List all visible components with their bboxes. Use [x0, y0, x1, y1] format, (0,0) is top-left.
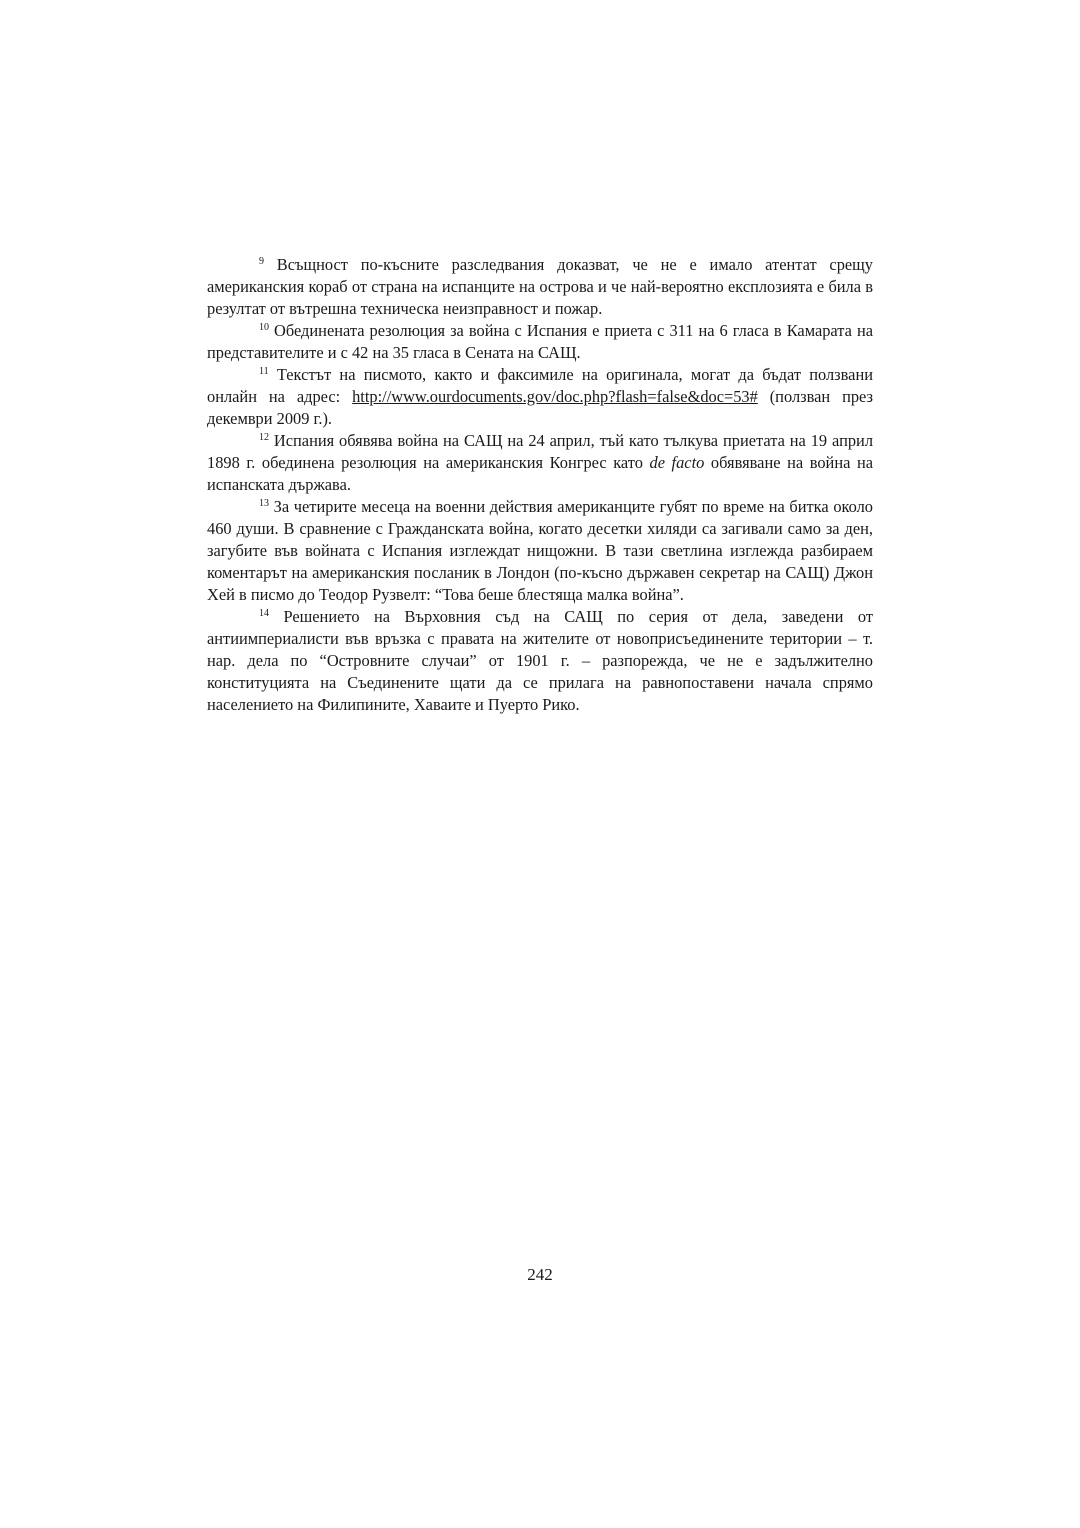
footnote-number: 11: [259, 366, 269, 377]
footnote-text: Текстът на писмото, както и факсимиле на оригинала, могат да бъдат ползвани онлайн на адрес:: [207, 365, 873, 406]
footnote-number: 14: [259, 608, 269, 619]
footnote-text: обявяване на война на испанската държава.: [207, 453, 874, 494]
footnote-number: 9: [259, 256, 264, 267]
page-number: 242: [527, 1265, 553, 1284]
footnotes-section: [207, 254, 873, 716]
footnote-text: (ползван през декември 2009 г.).: [207, 387, 873, 428]
italic-term: de facto: [649, 453, 705, 472]
footnote-text: Обединената резолюция за война с Испания е приета с 311 на 6 гласа в Камарата на представителите и с 42 на 35 гласа в Сената на САЩ.: [207, 321, 873, 362]
footnote-number: 12: [259, 432, 269, 443]
footnote-text: За четирите месеца на военни действия американците губят по време на битка около 460 души. В сравнение с Гражданската война, когато десетки хиляди са загивали само за ден, загубите във войната с Испания изглеждат нищожни. В тази светлина изглежда разбираем коментарът на американския посланик в Лондон (по-късно държавен секретар на САЩ) Джон Хей в писмо до Теодор Рузвелт: “Това беше блестяща малка война”.: [207, 497, 873, 604]
footnote-13: [207, 496, 873, 606]
footnote-text: Испания обявява война на САЩ на 24 април, тъй като тълкува приетата на 19 април 1898 г. обединена резолюция на американския Конгрес като: [207, 431, 873, 472]
footnote-12: [207, 430, 873, 496]
footnote-10: [207, 320, 873, 364]
footnote-11: [207, 364, 873, 430]
footnote-14: [207, 606, 873, 716]
source-url-link[interactable]: http://www.ourdocuments.gov/doc.php?flash=false&doc=53#: [352, 387, 758, 406]
footnote-text: Решението на Върховния съд на САЩ по серия от дела, заведени от антиимпериалисти във връзка с правата на жителите от новоприсъединените територии – т. нар. дела по “Островните случаи” от 1901 г. – разпорежда, че не е задължително конституцията на Съединените щати да се прилага на равнопоставени начала спрямо населението на Филипините, Хаваите и Пуерто Рико.: [207, 607, 873, 714]
footnote-9: [207, 254, 873, 320]
footnote-text: Всъщност по-късните разследвания доказват, че не е имало атентат срещу американския кораб от страна на испанците на острова и че най-вероятно експлозията е била в резултат от вътрешна техническа неизправност и пожар.: [207, 255, 873, 318]
footnote-number: 13: [259, 498, 269, 509]
footnote-number: 10: [259, 322, 269, 333]
